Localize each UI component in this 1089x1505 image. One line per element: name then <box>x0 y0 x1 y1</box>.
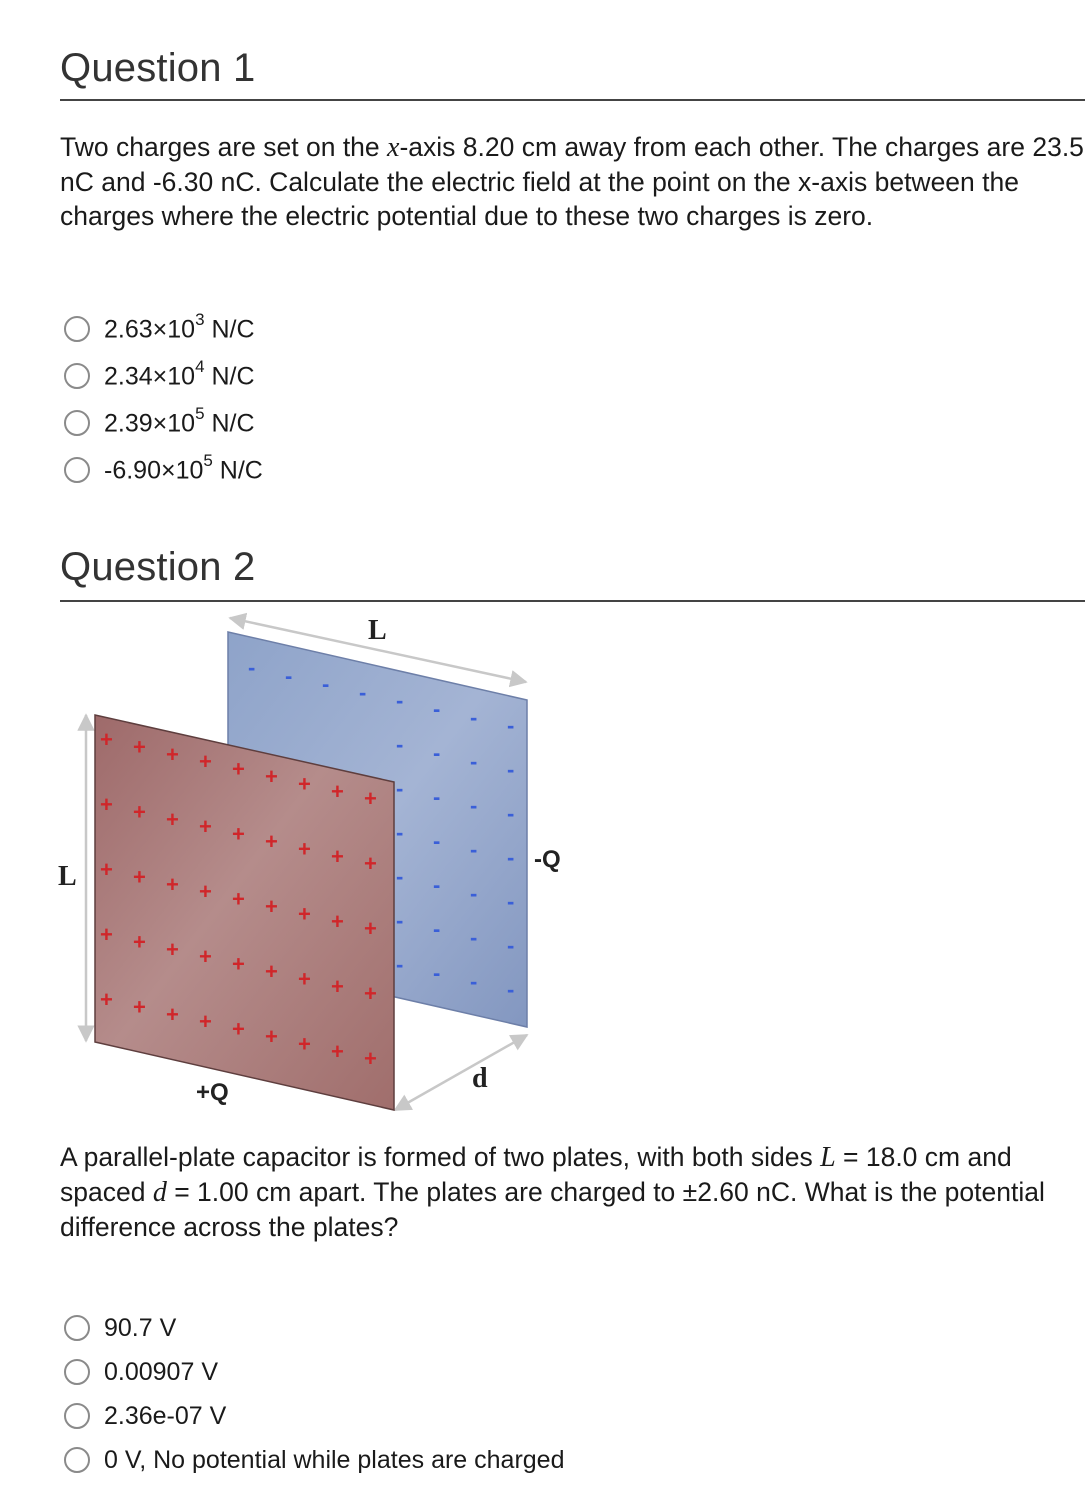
plus-sign: + <box>166 806 179 832</box>
option-exponent: 4 <box>195 356 205 376</box>
question-2-option[interactable] <box>64 1306 565 1350</box>
option-label: 90.7 V <box>104 1313 177 1342</box>
radio-button[interactable] <box>64 410 90 436</box>
plus-sign: + <box>265 764 278 789</box>
separation-arrow <box>395 1035 527 1110</box>
question-2-text-part: = 18.0 cm and spaced <box>60 1142 1012 1207</box>
question-1-options <box>64 305 263 493</box>
radio-button[interactable] <box>64 457 90 483</box>
plus-sign: + <box>364 981 377 1007</box>
question-2-option[interactable] <box>64 1350 565 1394</box>
plus-sign: + <box>298 901 311 927</box>
minus-sign: - <box>507 845 515 871</box>
option-mantissa: 2.39×10 <box>104 409 196 438</box>
minus-sign: - <box>285 663 293 689</box>
minus-sign: - <box>433 740 441 766</box>
plus-sign: + <box>265 959 278 984</box>
minus-sign: - <box>470 836 478 862</box>
radio-button[interactable] <box>64 316 90 342</box>
plus-sign: + <box>298 966 311 992</box>
plus-sign: + <box>133 734 146 760</box>
plus-sign: + <box>364 916 377 942</box>
question-1-option[interactable] <box>64 352 263 399</box>
option-exponent: 3 <box>195 309 205 329</box>
question-2-options <box>64 1306 565 1482</box>
minus-sign: - <box>470 748 478 774</box>
separation-label: d <box>472 1063 488 1094</box>
minus-sign: - <box>470 968 478 994</box>
plus-sign: + <box>100 792 113 817</box>
plus-sign: + <box>331 973 344 999</box>
minus-sign: - <box>433 960 441 986</box>
minus-sign: - <box>507 801 515 827</box>
plus-sign: + <box>298 1031 311 1057</box>
plus-sign: + <box>232 756 245 782</box>
top-length-label: L <box>368 615 387 646</box>
plus-sign: + <box>133 929 146 955</box>
question-2-text <box>60 1140 1085 1244</box>
plus-sign: + <box>133 994 146 1020</box>
option-label <box>104 309 255 344</box>
plus-sign: + <box>331 778 344 804</box>
plus-sign: + <box>331 843 344 869</box>
plus-sign: + <box>199 749 212 775</box>
option-unit: N/C <box>204 409 255 438</box>
plus-sign: + <box>133 799 146 825</box>
negative-charge-label: -Q <box>534 846 561 873</box>
minus-sign: - <box>359 679 367 705</box>
question-1-text-part: -axis 8.20 cm away from each other. The charges are 23.5 nC and -6.30 nC. Calculate the electric field at the point on the x-axis between the charges where the electric potential due to these two charges is zero. <box>60 132 1084 231</box>
plus-sign: + <box>100 922 113 947</box>
option-mantissa: 2.63×10 <box>104 315 196 344</box>
plus-sign: + <box>364 851 377 877</box>
option-mantissa: -6.90×10 <box>104 456 204 485</box>
option-label: 0 V, No potential while plates are charged <box>104 1445 565 1474</box>
radio-button[interactable] <box>64 1403 90 1429</box>
plus-sign: + <box>265 894 278 919</box>
plus-sign: + <box>364 1046 377 1072</box>
minus-sign: - <box>507 889 515 915</box>
option-label <box>104 450 263 485</box>
option-label <box>104 356 255 391</box>
plus-sign: + <box>232 1016 245 1042</box>
question-1-text <box>60 130 1085 233</box>
capacitor-diagram <box>50 605 570 1120</box>
option-exponent: 5 <box>195 403 205 423</box>
minus-sign: - <box>433 828 441 854</box>
question-2-option[interactable] <box>64 1394 565 1438</box>
minus-sign: - <box>433 696 441 722</box>
minus-sign: - <box>470 880 478 906</box>
question-1-text-part: Two charges are set on the <box>60 132 388 162</box>
option-unit: N/C <box>204 362 255 391</box>
minus-sign: - <box>396 732 404 758</box>
minus-sign: - <box>507 977 515 1003</box>
minus-sign: - <box>507 757 515 783</box>
question-1-title: Question 1 <box>60 46 256 90</box>
minus-sign: - <box>396 688 404 714</box>
minus-sign: - <box>470 924 478 950</box>
plus-sign: + <box>331 908 344 934</box>
minus-sign: - <box>433 784 441 810</box>
option-exponent: 5 <box>203 450 213 470</box>
plus-sign: + <box>199 1009 212 1035</box>
plus-sign: + <box>166 936 179 962</box>
option-unit: N/C <box>204 315 255 344</box>
minus-sign: - <box>396 908 404 934</box>
plus-sign: + <box>199 879 212 905</box>
radio-button[interactable] <box>64 363 90 389</box>
plus-sign: + <box>298 836 311 862</box>
radio-button[interactable] <box>64 1447 90 1473</box>
option-label: 0.00907 V <box>104 1357 218 1386</box>
plus-sign: + <box>100 987 113 1012</box>
minus-sign: - <box>433 872 441 898</box>
minus-sign: - <box>507 933 515 959</box>
question-2-text-variable: L <box>820 1142 836 1173</box>
question-2-text-part: A parallel-plate capacitor is formed of two plates, with both sides <box>60 1142 821 1172</box>
minus-sign: - <box>396 776 404 802</box>
plus-sign: + <box>100 727 113 752</box>
question-2-option[interactable] <box>64 1438 565 1482</box>
minus-sign: - <box>507 713 515 739</box>
capacitor-figure <box>50 605 570 1120</box>
question-1-option[interactable] <box>64 446 263 493</box>
option-unit: N/C <box>212 456 263 485</box>
plus-sign: + <box>199 814 212 840</box>
minus-sign: - <box>470 704 478 730</box>
plus-sign: + <box>265 829 278 854</box>
radio-button[interactable] <box>64 1315 90 1341</box>
option-label: 2.36e-07 V <box>104 1401 227 1430</box>
minus-sign: - <box>396 820 404 846</box>
question-1-divider <box>60 99 1085 101</box>
question-2-divider <box>60 600 1085 602</box>
plus-sign: + <box>133 864 146 890</box>
minus-sign: - <box>396 864 404 890</box>
plus-sign: + <box>166 1001 179 1027</box>
question-1-text-variable: x <box>387 132 400 163</box>
minus-sign: - <box>433 916 441 942</box>
positive-charge-label: +Q <box>196 1079 229 1106</box>
question-1-option[interactable] <box>64 305 263 352</box>
question-1-option[interactable] <box>64 399 263 446</box>
plus-sign: + <box>199 944 212 970</box>
minus-sign: - <box>396 952 404 978</box>
question-2-text-part: = 1.00 cm apart. The plates are charged to ±2.60 nC. What is the potential difference across the plates? <box>60 1177 1045 1242</box>
question-2-title: Question 2 <box>60 545 256 589</box>
plus-sign: + <box>232 951 245 977</box>
question-2-text-variable: d <box>152 1177 167 1208</box>
plus-sign: + <box>166 741 179 767</box>
minus-sign: - <box>470 792 478 818</box>
option-label <box>104 403 255 438</box>
left-length-label: L <box>58 861 77 892</box>
plus-sign: + <box>364 786 377 812</box>
plus-sign: + <box>331 1038 344 1064</box>
plus-sign: + <box>232 821 245 847</box>
plus-sign: + <box>298 771 311 797</box>
option-mantissa: 2.34×10 <box>104 362 196 391</box>
minus-sign: - <box>248 655 256 680</box>
plus-sign: + <box>100 857 113 882</box>
plus-sign: + <box>232 886 245 912</box>
minus-sign: - <box>322 671 330 697</box>
plus-sign: + <box>166 871 179 897</box>
plus-sign: + <box>265 1024 278 1049</box>
radio-button[interactable] <box>64 1359 90 1385</box>
